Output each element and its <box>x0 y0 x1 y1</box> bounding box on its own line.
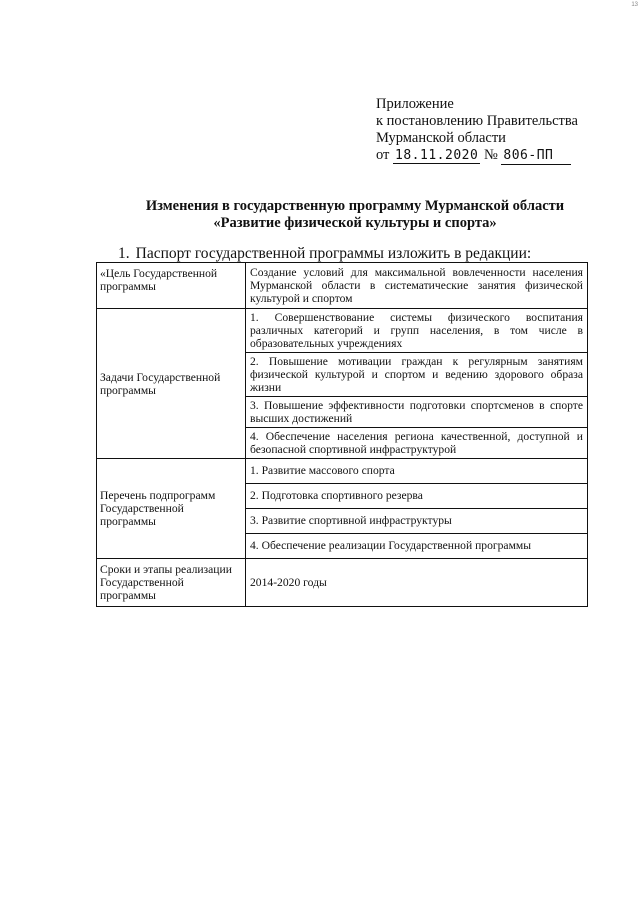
terms-label: Сроки и этапы реализации Государственной программы <box>97 559 246 607</box>
annex-number: 806-ПП <box>501 147 571 165</box>
goal-value: Создание условий для максимальной вовлеченности населения Мурманской области в систематические занятия физической культурой и спортом <box>250 266 583 305</box>
annex-title: Приложение <box>376 96 454 112</box>
task-item-3: 3. Повышение эффективности подготовки спортсменов в спорте высших достижений <box>246 397 587 428</box>
table-row-goal <box>97 263 588 309</box>
annex-date-line <box>376 147 578 165</box>
goal-label: «Цель Государственной программы <box>97 263 246 309</box>
annex-date-prefix: от <box>376 147 390 163</box>
subprograms-label: Перечень подпрограмм Государственной программы <box>97 459 246 559</box>
annex-header <box>376 96 578 165</box>
section-number: 1. <box>118 245 130 262</box>
subprogram-item-4: 4. Обеспечение реализации Государственной программы <box>250 539 532 552</box>
document-title <box>120 198 590 232</box>
table-row-subprograms <box>97 459 588 559</box>
subprogram-item-3: 3. Развитие спортивной инфраструктуры <box>246 509 587 534</box>
annex-region: Мурманской области <box>376 130 506 146</box>
page-number: 13 <box>631 2 638 8</box>
subprogram-item-2: 2. Подготовка спортивного резерва <box>246 484 587 509</box>
document-title-line2: «Развитие физической культуры и спорта» <box>213 215 497 231</box>
tasks-list <box>246 309 587 458</box>
goal-value-cell <box>246 263 588 309</box>
terms-value: 2014-2020 годы <box>246 559 588 607</box>
task-item-2: 2. Повышение мотивации граждан к регулярным занятиям физической культурой и спортом и ведению здорового образа жизни <box>246 353 587 397</box>
subprograms-value-cell <box>246 459 588 559</box>
table-row-tasks <box>97 309 588 459</box>
subprograms-list <box>246 459 587 558</box>
subprogram-item-1: 1. Развитие массового спорта <box>246 459 587 484</box>
task-item-4: 4. Обеспечение населения региона качественной, доступной и безопасной спортивной инфраструктурой <box>250 430 583 456</box>
tasks-label: Задачи Государственной программы <box>97 309 246 459</box>
section-text: Паспорт государственной программы изложить в редакции: <box>135 245 532 262</box>
annex-date: 18.11.2020 <box>395 148 479 163</box>
annex-number-sign: № <box>483 147 498 163</box>
tasks-value-cell <box>246 309 588 459</box>
task-item-1: 1. Совершенствование системы физического воспитания различных категорий и групп населения, в том числе в образовательных учреждениях <box>246 309 587 353</box>
document-title-line1: Изменения в государственную программу Мурманской области <box>145 198 565 214</box>
annex-resolution-ref: к постановлению Правительства <box>376 113 578 129</box>
table-row-terms <box>97 559 588 607</box>
section-heading <box>118 245 531 263</box>
program-passport-table <box>96 262 588 607</box>
